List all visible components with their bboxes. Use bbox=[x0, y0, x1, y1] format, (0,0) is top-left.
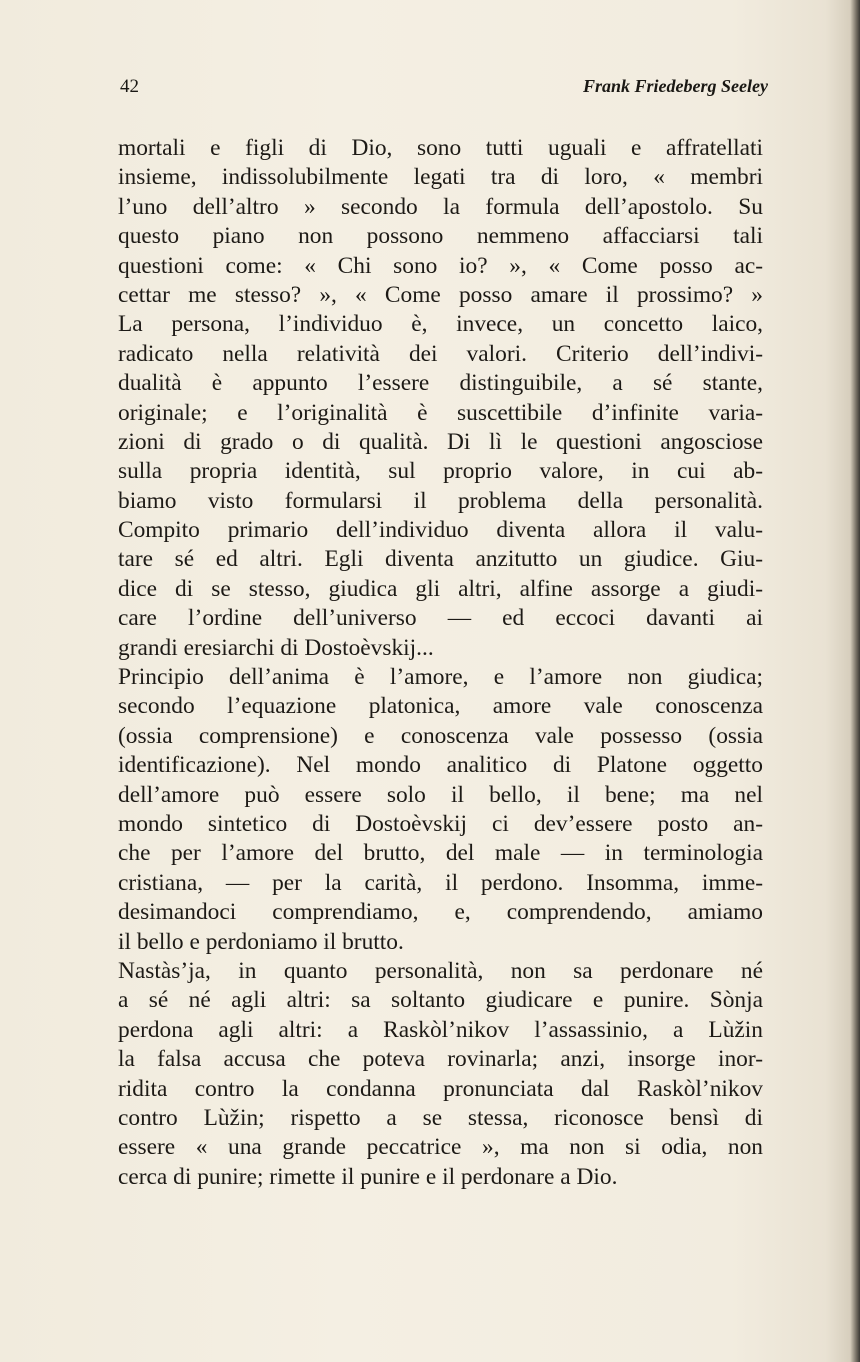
text-line: mondo sintetico di Dostoèvskij ci dev’essere posto an- bbox=[118, 810, 763, 837]
text-line: identificazione). Nel mondo analitico di Platone oggetto bbox=[118, 752, 763, 779]
text-line: La persona, l’individuo è, invece, un concetto laico, bbox=[118, 311, 763, 338]
text-line: sulla propria identità, sul proprio valore, in cui ab- bbox=[118, 458, 763, 485]
text-line: Compito primario dell’individuo diventa allora il valu- bbox=[118, 517, 763, 544]
text-line: (ossia comprensione) e conoscenza vale possesso (ossia bbox=[118, 722, 763, 749]
text-line: insieme, indissolubilmente legati tra di loro, « membri bbox=[118, 164, 763, 191]
text-line: ridita contro la condanna pronunciata dal Raskòl’nikov bbox=[118, 1075, 763, 1102]
text-line: questo piano non possono nemmeno affacciarsi tali bbox=[118, 223, 763, 250]
text-line: dualità è appunto l’essere distinguibile, a sé stante, bbox=[118, 370, 763, 397]
page-number: 42 bbox=[120, 76, 139, 97]
text-line: questioni come: « Chi sono io? », « Come posso ac- bbox=[118, 252, 763, 279]
text-line: a sé né agli altri: sa soltanto giudicare e punire. Sònja bbox=[118, 987, 763, 1014]
text-line: secondo l’equazione platonica, amore vale conoscenza bbox=[118, 693, 763, 720]
text-line: il bello e perdoniamo il brutto. bbox=[118, 928, 404, 955]
text-line: radicato nella relatività dei valori. Criterio dell’indivi- bbox=[118, 340, 763, 367]
text-line: dice di se stesso, giudica gli altri, alfine assorge a giudi- bbox=[118, 575, 763, 602]
page-edge-shadow bbox=[850, 0, 860, 1362]
text-line: tare sé ed altri. Egli diventa anzitutto un giudice. Giu- bbox=[118, 546, 763, 573]
text-line: l’uno dell’altro » secondo la formula dell’apostolo. Su bbox=[118, 193, 763, 220]
text-line: Nastàs’ja, in quanto personalità, non sa perdonare né bbox=[118, 957, 763, 984]
text-line: originale; e l’originalità è suscettibile d’infinite varia- bbox=[118, 399, 763, 426]
text-line: biamo visto formularsi il problema della personalità. bbox=[118, 487, 763, 514]
text-line: che per l’amore del brutto, del male — in terminologia bbox=[118, 840, 763, 867]
page-header bbox=[120, 76, 768, 102]
text-line: cristiana, — per la carità, il perdono. Insomma, imme- bbox=[118, 869, 763, 896]
text-line: contro Lùžin; rispetto a se stessa, riconosce bensì di bbox=[118, 1104, 763, 1131]
text-line: la falsa accusa che poteva rovinarla; anzi, insorge inor- bbox=[118, 1046, 763, 1073]
body-text bbox=[118, 134, 763, 1192]
running-head: Frank Friedeberg Seeley bbox=[583, 76, 768, 96]
text-line: zioni di grado o di qualità. Di lì le questioni angosciose bbox=[118, 428, 763, 455]
text-line: essere « una grande peccatrice », ma non si odia, non bbox=[118, 1134, 763, 1161]
text-line: care l’ordine dell’universo — ed eccoci davanti ai bbox=[118, 605, 763, 632]
text-line: Principio dell’anima è l’amore, e l’amore non giudica; bbox=[118, 664, 763, 691]
text-line: mortali e figli di Dio, sono tutti uguali e affratellati bbox=[118, 135, 763, 161]
text-line: perdona agli altri: a Raskòl’nikov l’assassinio, a Lùžin bbox=[118, 1016, 763, 1043]
text-line: cerca di punire; rimette il punire e il perdonare a Dio. bbox=[118, 1163, 618, 1190]
text-line: dell’amore può essere solo il bello, il bene; ma nel bbox=[118, 781, 763, 808]
text-line: grandi eresiarchi di Dostoèvskij... bbox=[118, 634, 434, 661]
text-line: cettar me stesso? », « Come posso amare il prossimo? » bbox=[118, 281, 763, 308]
text-line: desimandoci comprendiamo, e, comprendendo, amiamo bbox=[118, 899, 763, 926]
